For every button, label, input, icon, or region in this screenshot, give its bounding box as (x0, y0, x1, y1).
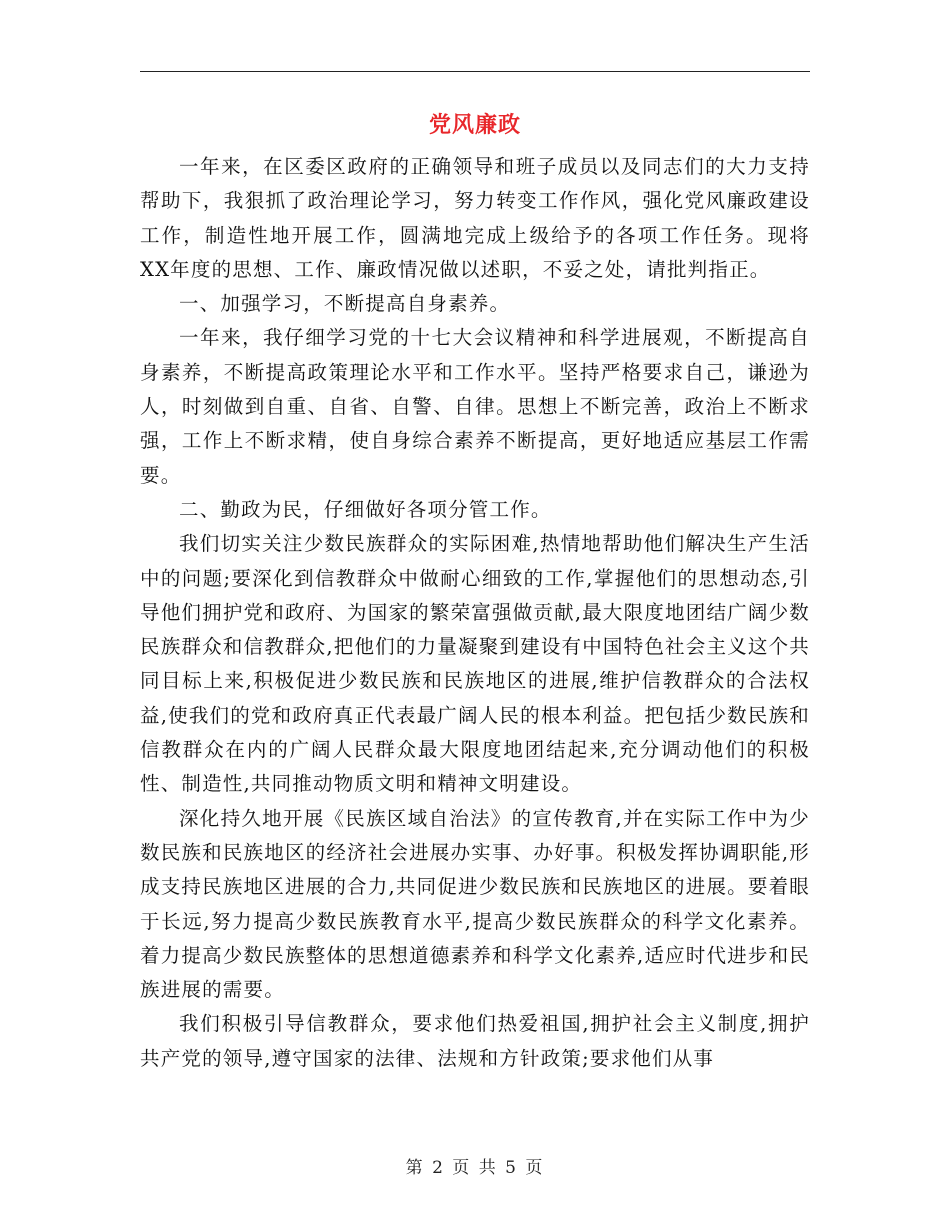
paragraph-intro: 一年来，在区委区政府的正确领导和班子成员以及同志们的大力支持帮助下，我狠抓了政治理论学习，努力转变工作作风，强化党风廉政建设工作，制造性地开展工作，圆满地完成上级给予的各项工作任务。现将XX年度的思想、工作、廉政情况做以述职，不妥之处，请批判指正。 (140, 155, 810, 281)
document-title: 党风廉政 (428, 112, 521, 138)
document-body (140, 150, 810, 1076)
section-heading-study: 一、加强学习，不断提高自身素养。 (179, 292, 511, 316)
section-heading-work: 二、勤政为民，仔细做好各项分管工作。 (179, 497, 552, 521)
page-number: 第 2 页 共 5 页 (405, 1158, 545, 1178)
paragraph-study: 一年来，我仔细学习党的十七大会议精神和科学进展观，不断提高自身素养，不断提高政策理论水平和工作水平。坚持严格要求自己，谦逊为人，时刻做到自重、自省、自警、自律。思想上不断完善，政治上不断求强，工作上不断求精，使自身综合素养不断提高，更好地适应基层工作需要。 (140, 326, 810, 487)
paragraph-religious-guidance: 我们积极引导信教群众，要求他们热爱祖国,拥护社会主义制度,拥护共产党的领导,遵守国家的法律、法规和方针政策;要求他们从事 (140, 1012, 810, 1070)
paragraph-minorities: 我们切实关注少数民族群众的实际困难,热情地帮助他们解决生产生活中的问题;要深化到信教群众中做耐心细致的工作,掌握他们的思想动态,引导他们拥护党和政府、为国家的繁荣富强做贡献,最大限度地团结广阔少数民族群众和信教群众,把他们的力量凝聚到建设有中国特色社会主义这个共同目标上来,积极促进少数民族和民族地区的进展,维护信教群众的合法权益,使我们的党和政府真正代表最广阔人民的根本利益。把包括少数民族和信教群众在内的广阔人民群众最大限度地团结起来,充分调动他们的积极性、制造性,共同推动物质文明和精神文明建设。 (140, 532, 810, 796)
paragraph-autonomy-law: 深化持久地开展《民族区域自治法》的宣传教育,并在实际工作中为少数民族和民族地区的经济社会进展办实事、办好事。积极发挥协调职能,形成支持民族地区进展的合力,共同促进少数民族和民族地区的进展。要着眼于长远,努力提高少数民族教育水平,提高少数民族群众的科学文化素养。着力提高少数民族整体的思想道德素养和科学文化素养,适应时代进步和民族进展的需要。 (140, 806, 810, 1002)
header-rule (140, 71, 810, 72)
